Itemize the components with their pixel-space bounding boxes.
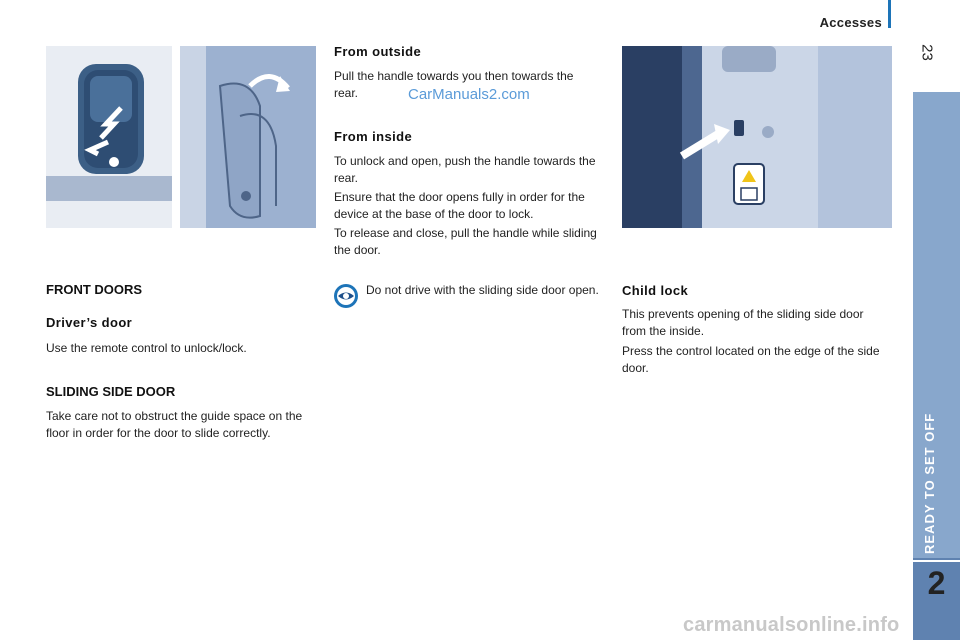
chapter-title: READY TO SET OFF xyxy=(922,412,937,554)
sliding-side-door-heading: SLIDING SIDE DOOR xyxy=(46,384,176,399)
child-lock-illustration xyxy=(622,46,892,228)
from-inside-text-2: Ensure that the door opens fully in order for the device at the base of the door to lock. xyxy=(334,190,585,221)
child-lock-icon xyxy=(622,46,892,228)
footer-watermark: carmanualsonline.info xyxy=(683,614,900,636)
chapter-number: 2 xyxy=(927,565,946,601)
from-outside-text: Pull the handle towards you then towards the rear. xyxy=(334,69,574,100)
eye-icon xyxy=(334,284,358,308)
drivers-door-text: Use the remote control to unlock/lock. xyxy=(46,341,247,355)
door-handle-illustration xyxy=(180,46,316,228)
from-inside-text-1: To unlock and open, push the handle towards the rear. xyxy=(334,154,596,185)
warning-text: Do not drive with the sliding side door open. xyxy=(366,283,599,297)
from-outside-heading: From outside xyxy=(334,44,422,59)
remote-key-illustration xyxy=(46,46,172,228)
carmanuals-watermark: CarManuals2.com xyxy=(408,86,530,103)
remote-key-icon xyxy=(46,46,172,228)
page-number: 23 xyxy=(918,44,936,61)
door-handle-icon xyxy=(180,46,316,228)
child-lock-text-1: This prevents opening of the sliding side door from the inside. xyxy=(622,307,864,338)
child-lock-text-2: Press the control located on the edge of the side door. xyxy=(622,344,880,375)
from-inside-text-3: To release and close, pull the handle while sliding the door. xyxy=(334,226,597,257)
header-rule xyxy=(888,0,891,28)
drivers-door-heading: Driver’s door xyxy=(46,315,133,330)
from-inside-heading: From inside xyxy=(334,129,413,144)
front-doors-heading: FRONT DOORS xyxy=(46,282,143,297)
section-label: Accesses xyxy=(819,15,882,30)
child-lock-heading: Child lock xyxy=(622,283,689,298)
sidebar-divider xyxy=(913,560,960,562)
sliding-side-door-text: Take care not to obstruct the guide space on the floor in order for the door to slide correctly. xyxy=(46,409,303,440)
